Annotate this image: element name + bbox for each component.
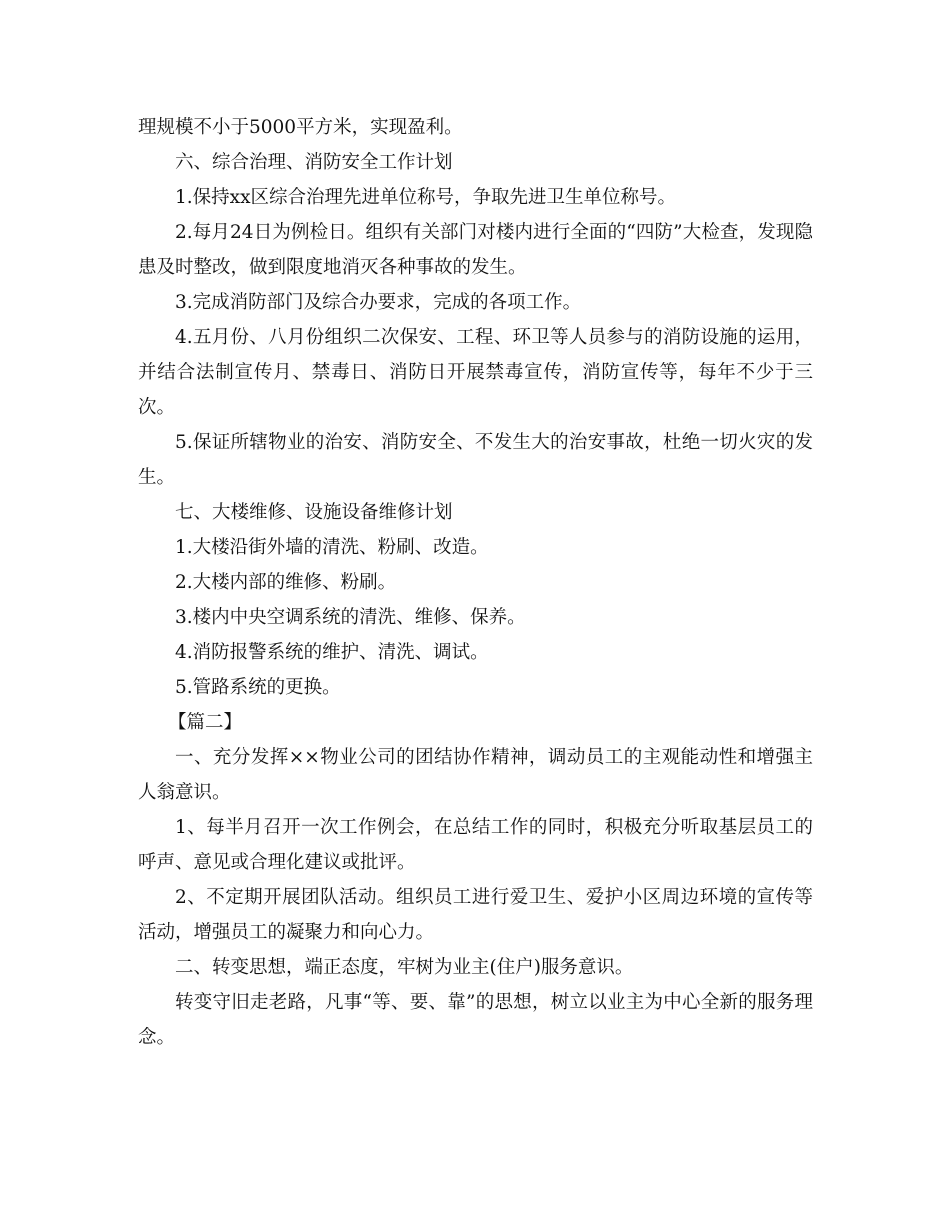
paragraph-continuation: 理规模不小于5000平方米，实现盈利。 <box>138 117 463 138</box>
document-body <box>138 110 813 1055</box>
list-item: 1.保持xx区综合治理先进单位称号，争取先进卫生单位称号。 <box>175 187 677 208</box>
list-item: 5.保证所辖物业的治安、消防安全、不发生大的治安事故，杜绝一切火灾的发生。 <box>138 432 813 488</box>
list-item: 2.大楼内部的维修、粉刷。 <box>175 572 397 593</box>
list-item: 3.楼内中央空调系统的清洗、维修、保养。 <box>175 607 526 628</box>
section-heading-2: 二、转变思想，端正态度，牢树为业主(住户)服务意识。 <box>175 957 634 978</box>
list-item: 1、每半月召开一次工作例会，在总结工作的同时，积极充分听取基层员工的呼声、意见或合理化建议或批评。 <box>138 817 813 873</box>
section-heading-1: 一、充分发挥××物业公司的团结协作精神，调动员工的主观能动性和增强主人翁意识。 <box>138 747 813 803</box>
list-item: 2、不定期开展团队活动。组织员工进行爱卫生、爱护小区周边环境的宣传等活动，增强员工的凝聚力和向心力。 <box>138 887 813 943</box>
section-heading-6: 六、综合治理、消防安全工作计划 <box>175 152 453 173</box>
list-item: 4.五月份、八月份组织二次保安、工程、环卫等人员参与的消防设施的运用，并结合法制宣传月、禁毒日、消防日开展禁毒宣传，消防宣传等，每年不少于三次。 <box>138 327 813 418</box>
list-item: 2.每月24日为例检日。组织有关部门对楼内进行全面的“四防”大检查，发现隐患及时整改，做到限度地消灭各种事故的发生。 <box>138 222 813 278</box>
list-item: 1.大楼沿街外墙的清洗、粉刷、改造。 <box>175 537 489 558</box>
list-item: 3.完成消防部门及综合办要求，完成的各项工作。 <box>175 292 582 313</box>
part-heading: 【篇二】 <box>168 712 243 733</box>
list-item: 5.管路系统的更换。 <box>175 677 341 698</box>
section-heading-7: 七、大楼维修、设施设备维修计划 <box>175 502 453 523</box>
list-item: 4.消防报警系统的维护、清洗、调试。 <box>175 642 489 663</box>
paragraph: 转变守旧走老路，凡事“等、要、靠”的思想，树立以业主为中心全新的服务理念。 <box>138 992 813 1048</box>
